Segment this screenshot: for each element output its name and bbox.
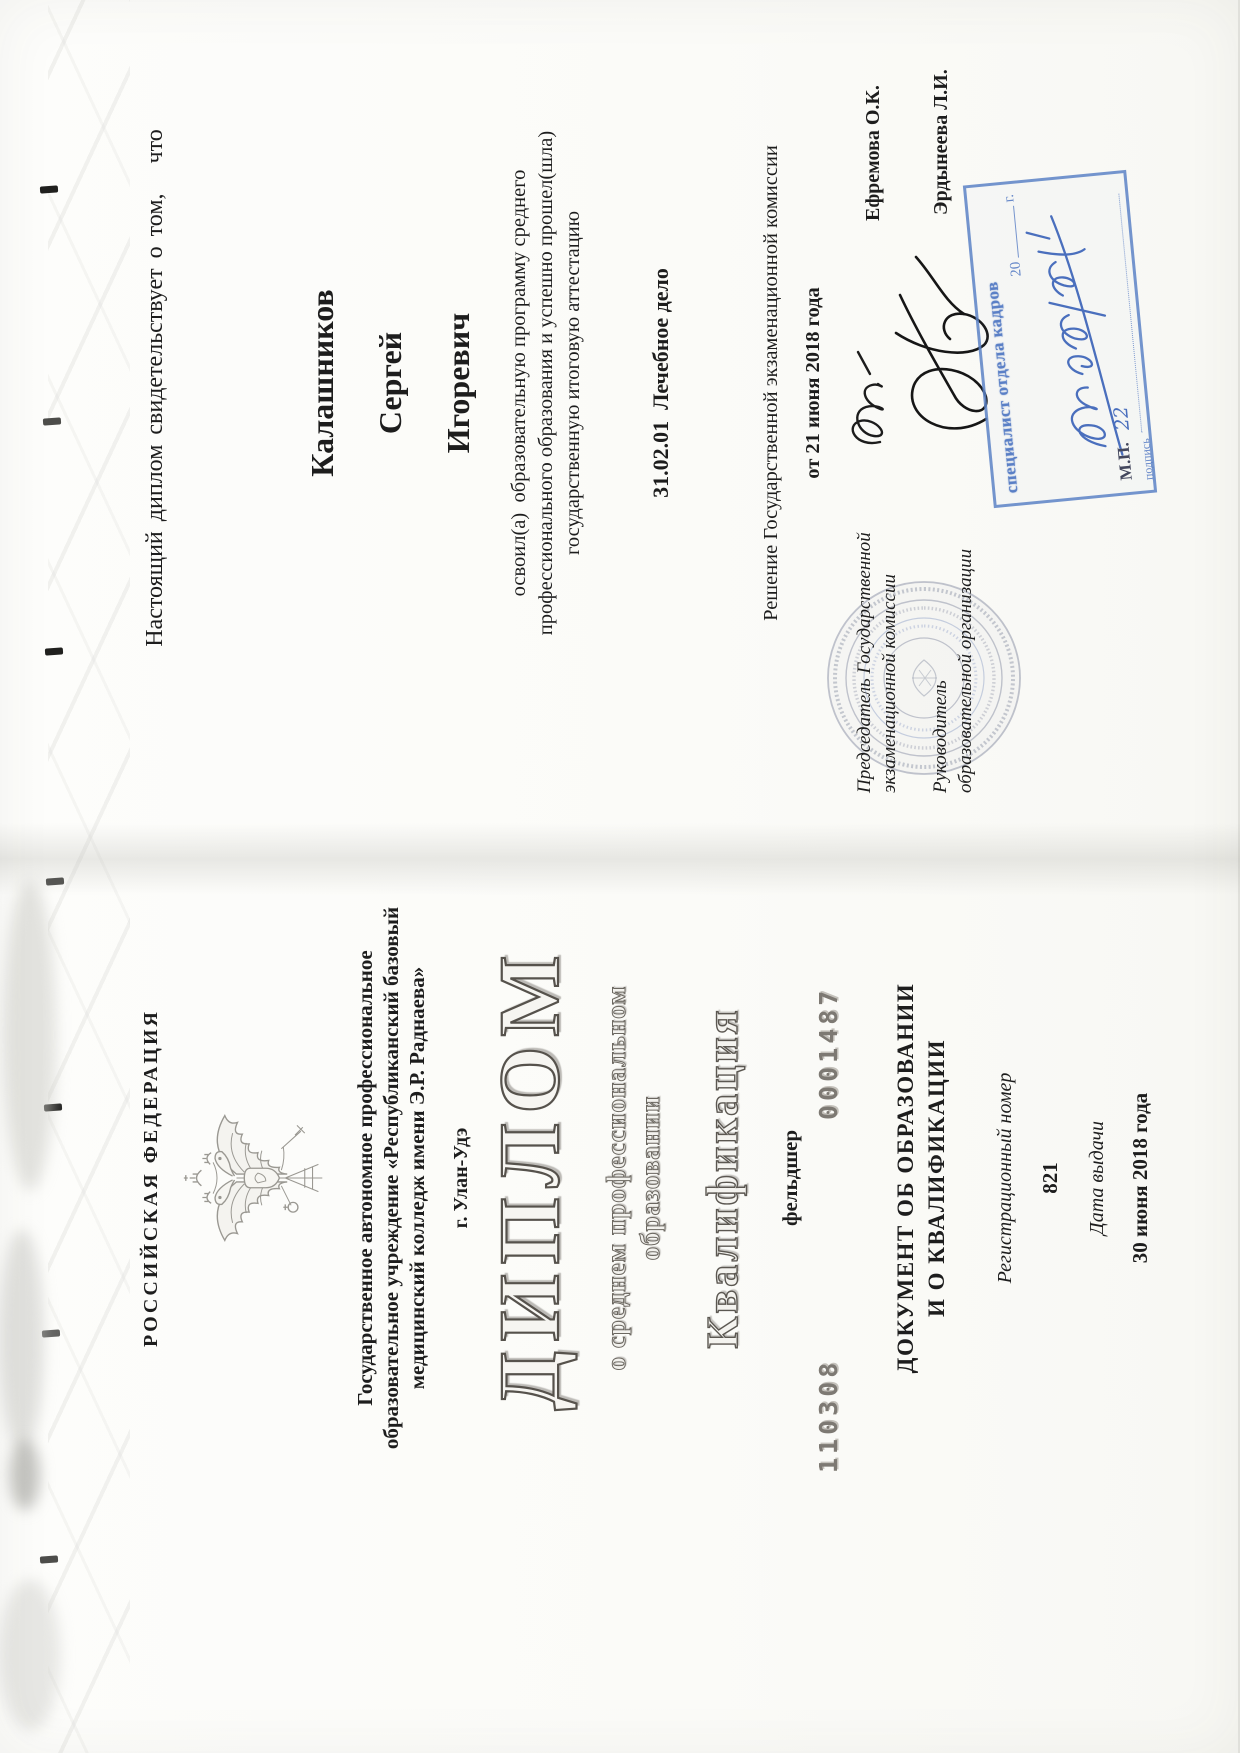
document-kind-line1: ДОКУМЕНТ ОБ ОБРАЗОВАНИИ xyxy=(893,982,918,1374)
specialty-line: 31.02.01 Лечебное дело xyxy=(648,268,673,498)
diploma-number: 0001487 xyxy=(814,986,843,1120)
hr-department-stamp xyxy=(963,170,1157,508)
diploma-series: 110308 xyxy=(814,1358,843,1473)
country-heading-text: РОССИЙСКАЯ ФЕДЕРАЦИЯ xyxy=(140,1009,162,1348)
stamp-year-suffix: г. xyxy=(1000,193,1018,204)
award-statement-line3: государственную итоговую аттестацию xyxy=(562,210,584,556)
qualification-value: фельдшер xyxy=(778,1129,802,1227)
chairman-name: Ефремова О.К. xyxy=(862,85,884,221)
head-title xyxy=(928,493,978,793)
stamp-year-prefix: 20 xyxy=(1007,260,1025,278)
issue-date-label: Дата выдачи xyxy=(1086,1120,1108,1236)
institution-city: г. Улан-Удэ xyxy=(450,1127,472,1229)
holder-patronymic: Игоревич xyxy=(440,312,476,454)
stamp-mp-label: М.П. xyxy=(1113,441,1136,482)
qualification-label: Квалификация xyxy=(698,1007,747,1349)
page-fold-shadow xyxy=(0,823,1240,895)
head-name: Эрдынеева Л.И. xyxy=(930,69,952,215)
commission-decision-date: от 21 июня 2018 года xyxy=(802,287,824,479)
diploma-subtitle xyxy=(600,833,668,1523)
registration-number-value: 821 xyxy=(1038,1162,1062,1194)
institution-line2: образовательное учреждение «Республиканский базовый xyxy=(379,906,403,1450)
award-statement-line1: освоил(а) образовательную программу среднего xyxy=(508,169,530,597)
award-statement xyxy=(506,38,587,728)
country-heading xyxy=(140,878,163,1478)
stamp-handwritten-date: 22 xyxy=(1109,405,1134,432)
chairman-title-line2: экзаменационной комиссии xyxy=(879,574,900,793)
stamp-signature-label: подпись xyxy=(1137,437,1156,481)
diploma-subtitle-line2: образовании xyxy=(634,1095,665,1261)
institution-line1: Государственное автономное профессиональное xyxy=(353,950,377,1406)
award-statement-line2: профессионального образования и успешно прошел(шла) xyxy=(535,130,557,636)
intro-line: Настоящий диплом свидетельствует о том, что xyxy=(142,129,168,647)
document-kind-line2: И О КВАЛИФИКАЦИИ xyxy=(924,1038,949,1318)
registration-number-label: Регистрационный номер xyxy=(994,1072,1016,1284)
head-title-line2: образовательной организации xyxy=(955,548,976,793)
commission-decision-line: Решение Государственной экзаменационной комиссии xyxy=(760,145,782,621)
russian-coat-of-arms-icon xyxy=(176,1100,336,1256)
holder-surname: Калашников xyxy=(304,289,340,477)
holder-name xyxy=(288,83,492,683)
chairman-title xyxy=(852,503,902,793)
institution-name xyxy=(352,833,430,1523)
institution-line3: медицинский колледж имени Э.Р. Раднаева» xyxy=(405,966,429,1390)
issue-date-value: 30 июня 2018 года xyxy=(1128,1092,1152,1264)
head-title-line1: Руководитель xyxy=(930,680,951,793)
chairman-title-line1: Председатель Государственной xyxy=(854,532,875,793)
stamp-title: специалист отдела кадров xyxy=(982,280,1022,495)
document-kind xyxy=(890,833,952,1523)
holder-first-name: Сергей xyxy=(372,331,408,435)
diploma-subtitle-line1: о среднем профессиональном xyxy=(601,985,631,1371)
diploma-title: ДИПЛОМ xyxy=(481,945,577,1411)
